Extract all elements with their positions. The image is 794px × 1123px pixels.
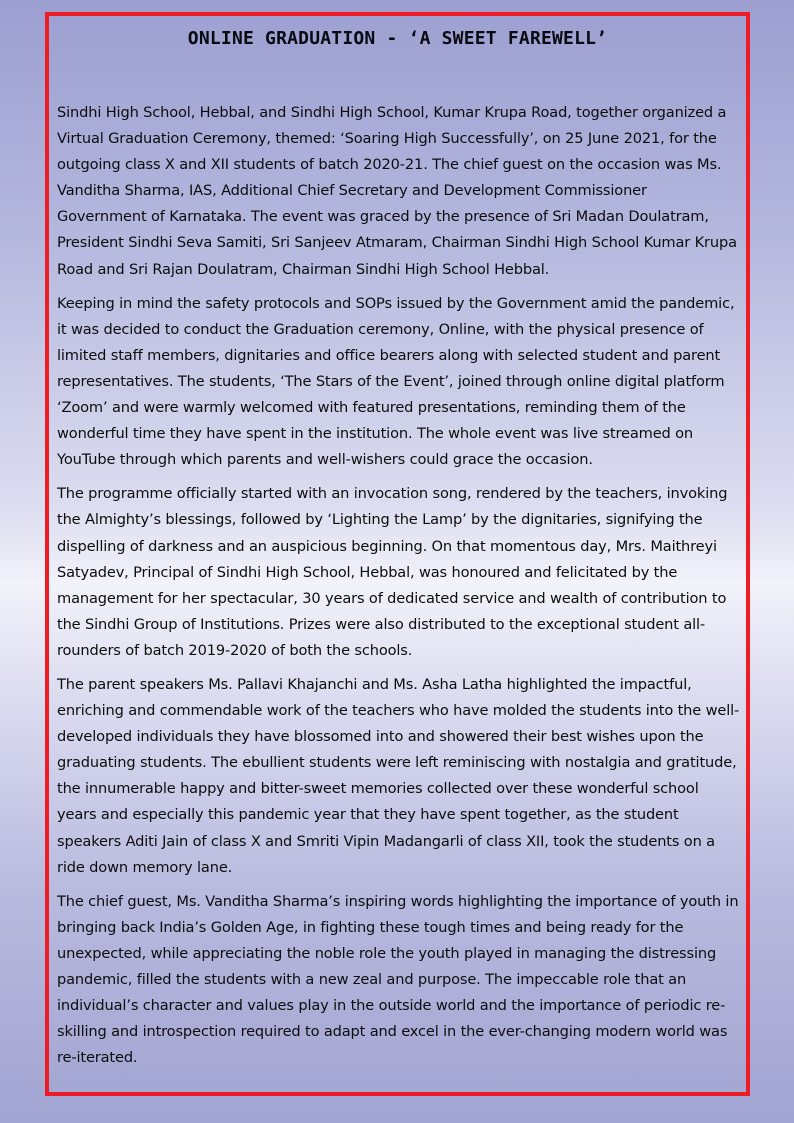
article-paragraph: The programme officially started with an invocation song, rendered by the teachers, invoking the Almighty’s blessings, followed by ‘Lighting the Lamp’ by the dignitaries, signifying the dispelling of darkness and an auspicious beginning. On that momentous day, Mrs. Maithreyi Satyadev, Principal of Sindhi High School, Hebbal, was honoured and felicitated by the management for her spectacular, 30 years of dedicated service and wealth of contribution to the Sindhi Group of Institutions. Prizes were also distributed to the exceptional student all-rounders of batch 2019-2020 of both the schools. [57,485,728,659]
article-body [57,100,740,1079]
article-title: ONLINE GRADUATION - ‘A SWEET FAREWELL’ [187,28,608,49]
page-border-frame [45,12,750,1096]
article-paragraph: Keeping in mind the safety protocols and SOPs issued by the Government amid the pandemic, it was decided to conduct the Graduation ceremony, Online, with the physical presence of limited staff members, dignitaries and office bearers along with selected student and parent representatives. The students, ‘The Stars of the Event’, joined through online digital platform ‘Zoom’ and were warmly welcomed with featured presentations, reminding them of the wonderful time they have spent in the institution. The whole event was live streamed on YouTube through which parents and well-wishers could grace the occasion. [57,294,735,469]
article-paragraph: The chief guest, Ms. Vanditha Sharma’s inspiring words highlighting the importance of youth in bringing back India’s Golden Age, in fighting these tough times and being ready for the unexpected, while appreciating the noble role the youth played in managing the distressing pandemic, filled the students with a new zeal and purpose. The impeccable role that an individual’s character and values play in the outside world and the importance of periodic re-skilling and introspection required to adapt and excel in the ever-changing modern world was re-iterated. [57,892,739,1067]
article-paragraph: The parent speakers Ms. Pallavi Khajanchi and Ms. Asha Latha highlighted the impactful, enriching and commendable work of the teachers who have molded the students into the well-developed individuals they have blossomed into and showered their best wishes upon the graduating students. The ebullient students were left reminiscing with nostalgia and gratitude, the innumerable happy and bitter-sweet memories collected over these wonderful school years and especially this pandemic year that they have spent together, as the student speakers Aditi Jain of class X and Smriti Vipin Madangarli of class XII, took the students on a ride down memory lane. [57,675,740,876]
article-paragraph: Sindhi High School, Hebbal, and Sindhi High School, Kumar Krupa Road, together organized a Virtual Graduation Ceremony, themed: ‘Soaring High Successfully’, on 25 June 2021, for the outgoing class X and XII students of batch 2020-21. The chief guest on the occasion was Ms. Vanditha Sharma, IAS, Additional Chief Secretary and Development Commissioner Government of Karnataka. The event was graced by the presence of Sri Madan Doulatram, President Sindhi Seva Samiti, Sri Sanjeev Atmaram, Chairman Sindhi High School Kumar Krupa Road and Sri Rajan Doulatram, Chairman Sindhi High School Hebbal. [57,104,737,278]
